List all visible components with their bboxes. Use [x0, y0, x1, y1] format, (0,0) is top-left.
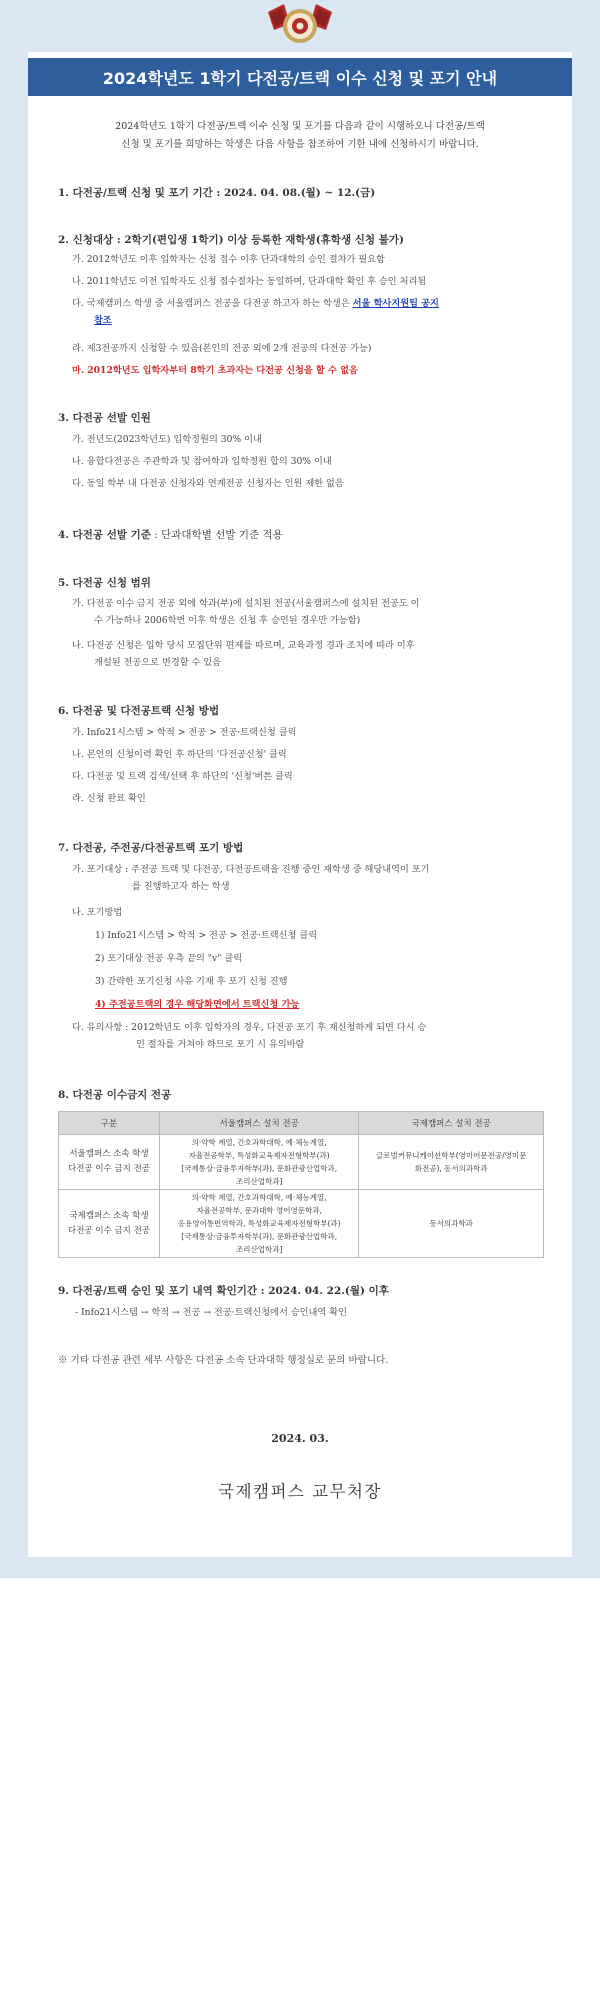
intro-paragraph [70, 118, 530, 154]
cell-line: 동서의과학과 [429, 1219, 473, 1228]
giveup-step-2: 2) 포기대상 전공 우측 끝의 "v" 클릭 [95, 953, 243, 964]
section-3-heading: 3. 다전공 선발 인원 [58, 412, 151, 424]
table-header: 구분 [59, 1112, 160, 1135]
section-2-item-da [72, 295, 542, 329]
seoul-majors-cell [160, 1190, 359, 1258]
section-5-item-ga-line1: 가. 다전공 이수 금지 전공 외에 학과(부)에 설치된 전공(서울캠퍼스에 설치된 전공도 이 [72, 598, 420, 609]
section-5-item-ga-line2: 수 가능하나 2006학번 이후 학생은 신청 후 승인된 경우만 가능함) [94, 615, 361, 626]
seoul-majors-cell [160, 1135, 359, 1190]
cell-line: 자율전공학부, 문과대학 영어영문학과, [196, 1206, 322, 1215]
row-label-line: 다전공 이수 금지 전공 [67, 1225, 150, 1236]
cell-line: 화전공), 동서의과학과 [414, 1164, 488, 1173]
section-7-item-da-line2: 인 절차를 거쳐야 하므로 포기 시 유의바람 [136, 1039, 305, 1050]
section-6-item-ra: 라. 신청 완료 확인 [72, 793, 146, 804]
section-2-item-ra: 라. 제3전공까지 신청할 수 있음(본인의 전공 외에 2개 전공의 다전공 가능) [72, 343, 372, 354]
cell-line: 의·약학 계열, 간호과학대학, 예·체능계열, [191, 1193, 327, 1202]
section-3-item-ga: 가. 전년도(2023학년도) 입학정원의 30% 이내 [72, 434, 262, 445]
section-6-item-na: 나. 본인의 신청이력 확인 후 하단의 '다전공신청' 클릭 [72, 749, 287, 760]
university-emblem-icon [264, 2, 336, 50]
table-header: 국제캠퍼스 설치 전공 [359, 1112, 544, 1135]
section-4-detail: : 단과대학별 선발 기준 적용 [150, 529, 283, 541]
section-5-item-na-line1: 나. 다전공 신청은 입학 당시 모집단위 편제를 따르며, 교육과정 경과 조치에 따라 이후 [72, 640, 415, 651]
section-7-item-na: 나. 포기방법 [72, 907, 123, 918]
section-5-item-ga [72, 595, 542, 629]
section-7-item-da [72, 1019, 542, 1053]
footnote: ※ 기타 다전공 관련 세부 사항은 다전공 소속 단과대학 행정실로 문의 바랍니다. [58, 1355, 389, 1366]
giveup-step-4 [95, 996, 299, 1010]
section-6-item-da: 다. 다전공 및 트랙 검색/선택 후 하단의 '신청'버튼 클릭 [72, 771, 293, 782]
cell-line: 의·약학 계열, 간호과학대학, 예·체능계열, [191, 1138, 327, 1147]
section-5-item-na-line2: 개설된 전공으로 변경할 수 있음 [94, 657, 222, 668]
issue-date: 2024. 03. [271, 1432, 329, 1445]
prohibited-majors-table [58, 1111, 544, 1258]
row-label-line: 국제캠퍼스 소속 학생 [69, 1210, 149, 1221]
table-header: 서울캠퍼스 설치 전공 [160, 1112, 359, 1135]
seoul-notice-link[interactable]: 서울 학사지원팀 공지 [352, 298, 439, 309]
global-majors-cell [359, 1135, 544, 1190]
section-6-heading: 6. 다전공 및 다전공트랙 신청 방법 [58, 705, 220, 717]
row-label-line: 서울캠퍼스 소속 학생 [69, 1149, 149, 1159]
section-8-heading: 8. 다전공 이수금지 전공 [58, 1089, 172, 1101]
section-2-item-ma-warning: 마. 2012학년도 입학자부터 8학기 초과자는 다전공 신청을 할 수 없음 [72, 365, 358, 376]
section-1-heading: 1. 다전공/트랙 신청 및 포기 기간 : 2024. 04. 08.(월) ~ 12.(금) [58, 187, 376, 199]
section-7-item-da-line1: 다. 유의사항 : 2012학년도 이후 입학자의 경우, 다전공 포기 후 재신청하게 되면 다시 승 [72, 1022, 427, 1033]
intro-line: 2024학년도 1학기 다전공/트랙 이수 신청 및 포기를 다음과 같이 시행하오니 다전공/트랙 [115, 121, 485, 132]
section-4-heading [58, 527, 283, 542]
section-2-heading: 2. 신청대상 : 2학기(편입생 1학기) 이상 등록한 재학생(휴학생 신청 불가) [58, 234, 404, 246]
cell-line: 조리산업학과] [235, 1245, 283, 1254]
section-7-item-ga-line2: 를 진행하고자 하는 학생 [132, 881, 230, 892]
seoul-notice-link-cont[interactable]: 참조 [94, 315, 112, 326]
section-7-item-ga-line1: 가. 포기대상 : 주전공 트랙 및 다전공, 다전공트랙을 진행 중인 재학생 중 해당내역이 포기 [72, 864, 430, 875]
section-5-item-na [72, 637, 542, 671]
giveup-step-4-warning: 4) 주전공트랙의 경우 해당화면에서 트랙신청 가능 [95, 999, 300, 1010]
table-row [59, 1190, 544, 1258]
section-9-heading: 9. 다전공/트랙 승인 및 포기 내역 확인기간 : 2024. 04. 22.(월) 이후 [58, 1285, 389, 1297]
cell-line: 조리산업학과] [235, 1177, 283, 1186]
section-3-item-na: 나. 융합다전공은 주관학과 및 참여학과 입학정원 합의 30% 이내 [72, 456, 332, 467]
row-label [59, 1190, 160, 1258]
cell-line: 글로벌커뮤니케이션학부(영미어문전공/영미문 [376, 1151, 527, 1160]
section-2-item-na: 나. 2011학년도 이전 입학자도 신청 접수절차는 동일하며, 단과대학 확인 후 승인 처리됨 [72, 276, 427, 287]
intro-line: 신청 및 포기를 희망하는 학생은 다음 사항을 참조하여 기한 내에 신청하시기 바랍니다. [121, 139, 479, 150]
cell-line: [국제통상·금융투자학부(과), 문화관광산업학과, [181, 1232, 338, 1241]
giveup-step-3: 3) 간략한 포기신청 사유 기재 후 포기 신청 진행 [95, 976, 288, 987]
section-6-item-ga: 가. Info21시스템 > 학적 > 전공 > 전공·트랙신청 클릭 [72, 727, 297, 738]
table-row [59, 1135, 544, 1190]
notice-title: 2024학년도 1학기 다전공/트랙 이수 신청 및 포기 안내 [28, 58, 572, 96]
section-5-heading: 5. 다전공 신청 범위 [58, 577, 151, 589]
row-label [59, 1135, 160, 1190]
table-header-row [59, 1112, 544, 1135]
cell-line: 응용영어통번역학과, 특성화교육제자전형학부(과) [177, 1219, 341, 1228]
section-2-item-da-text: 다. 국제캠퍼스 학생 중 서울캠퍼스 전공을 다전공 하고자 하는 학생은 [72, 298, 353, 309]
cell-line: 자율전공학부, 특성화교육제자전형학부(과) [188, 1151, 330, 1160]
giveup-step-1: 1) Info21시스템 > 학적 > 전공 > 전공·트랙신청 클릭 [95, 930, 318, 941]
signature: 국제캠퍼스 교무처장 [218, 1482, 382, 1501]
global-majors-cell [359, 1190, 544, 1258]
section-7-heading: 7. 다전공, 주전공/다전공트랙 포기 방법 [58, 842, 244, 854]
section-2-item-ga: 가. 2012학년도 이후 입학자는 신청 접수 이후 단과대학의 승인 절차가 필요함 [72, 254, 385, 265]
section-7-item-ga [72, 861, 542, 895]
cell-line: [국제통상·금융투자학부(과), 문화관광산업학과, [181, 1164, 338, 1173]
section-4-title: 4. 다전공 선발 기준 [58, 529, 151, 541]
section-9-detail: - Info21시스템 → 학적 → 전공 → 전공·트랙신청에서 승인내역 확인 [75, 1307, 347, 1318]
row-label-line: 다전공 이수 금지 전공 [67, 1164, 150, 1174]
section-3-item-da: 다. 동일 학부 내 다전공 신청자와 연계전공 신청자는 인원 제한 없음 [72, 478, 344, 489]
